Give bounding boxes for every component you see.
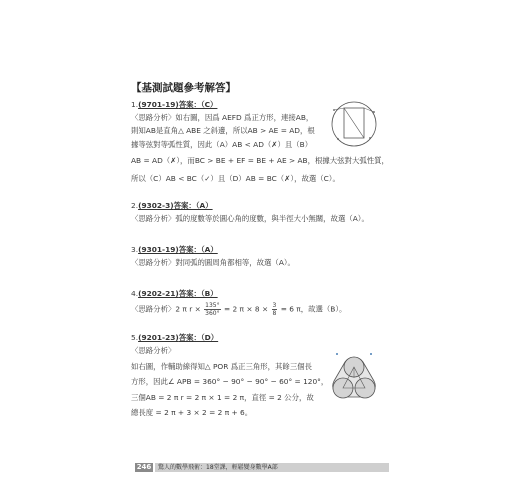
problem-2-title: 2.(9302-3)答案：（A） bbox=[131, 201, 213, 210]
problem-5-line-4: 三個AB = 2 π r = 2 π × 1 = 2 π，直徑 = 2 公分，故 bbox=[131, 393, 314, 402]
problem-5-id: (9201-23) bbox=[138, 333, 179, 342]
circle-square-figure bbox=[328, 98, 380, 150]
problem-3-id: (9301-19) bbox=[138, 245, 179, 254]
page-footer bbox=[135, 463, 389, 472]
problem-4-id: (9202-21) bbox=[138, 289, 179, 298]
fraction-ratio: $\frac{3}{8}$ bbox=[272, 302, 277, 317]
problem-5-line-2: 如右圖，作輔助線得知△ POR 爲正三角形，其餘三個長 bbox=[131, 362, 312, 371]
problem-5-line-5: 總長度 = 2 π + 3 × 2 = 2 π + 6。 bbox=[131, 408, 253, 417]
problem-1-title: 1.(9701-19)答案：（C） bbox=[131, 100, 218, 109]
problem-4-line-1 bbox=[131, 302, 346, 317]
problem-4-title: 4.(9202-21)答案：（B） bbox=[131, 289, 218, 298]
p4-pre: 〈思路分析〉2 π r × bbox=[131, 304, 201, 314]
problem-1-line-1: 〈思路分析〉如右圖，因爲 AEFD 爲正方形，連接AB， bbox=[131, 113, 314, 122]
problem-5-answer: 答案：（D） bbox=[178, 333, 219, 342]
page-number: 246 bbox=[136, 463, 152, 471]
problem-5-line-1: 〈思路分析〉 bbox=[131, 346, 176, 355]
problem-1-line-5: 所以（C）AB < BC（✓）且（D）AB = BC（✗），故選（C）。 bbox=[131, 174, 340, 183]
problem-3-line-1: 〈思路分析〉對同弧的圓周角都相等，故選（A）。 bbox=[131, 258, 295, 267]
problem-1-line-4: AB = AD（✗），而BC > BE + EF = BE + AE > AB，根據大弦對大弧性質， bbox=[131, 156, 389, 165]
problem-1-line-3: 據等弦對等弧性質，因此（A）AB < AD（✗）且（B） bbox=[131, 140, 313, 149]
problem-5-line-3: 方形，因此∠ APB = 360° − 90° − 90° − 60° = 120°， bbox=[131, 377, 329, 386]
problem-2-line-1: 〈思路分析〉弧的度數等於圓心角的度數，與半徑大小無關，故選（A）。 bbox=[131, 214, 369, 223]
problem-3-title: 3.(9301-19)答案：（A） bbox=[131, 245, 218, 254]
problem-2-answer: 答案：（A） bbox=[173, 201, 213, 210]
problem-4-answer: 答案：（B） bbox=[178, 289, 218, 298]
problem-5-title: 5.(9201-23)答案：（D） bbox=[131, 333, 219, 342]
p4-post: = 6 π，故選（B）。 bbox=[280, 304, 347, 314]
problem-3-answer: 答案：（A） bbox=[178, 245, 218, 254]
problem-1-answer: 答案：（C） bbox=[178, 100, 218, 109]
book-title: 驚人的數學飛術：18堂課，輕鬆變身數學A部 bbox=[155, 463, 389, 472]
three-circles-figure bbox=[325, 350, 383, 408]
fraction-angle: $\frac{135^\circ}{360^\circ}$ bbox=[205, 302, 220, 317]
problem-1-line-2: 則知AB是直角△ ABE 之斜邊，所以AB > AE = AD，根 bbox=[131, 126, 315, 135]
section-header: 【基測試題參考解答】 bbox=[131, 82, 236, 94]
problem-2-id: (9302-3) bbox=[138, 201, 174, 210]
p4-mid: = 2 π × 8 × bbox=[223, 304, 269, 314]
problem-1-id: (9701-19) bbox=[138, 100, 179, 109]
